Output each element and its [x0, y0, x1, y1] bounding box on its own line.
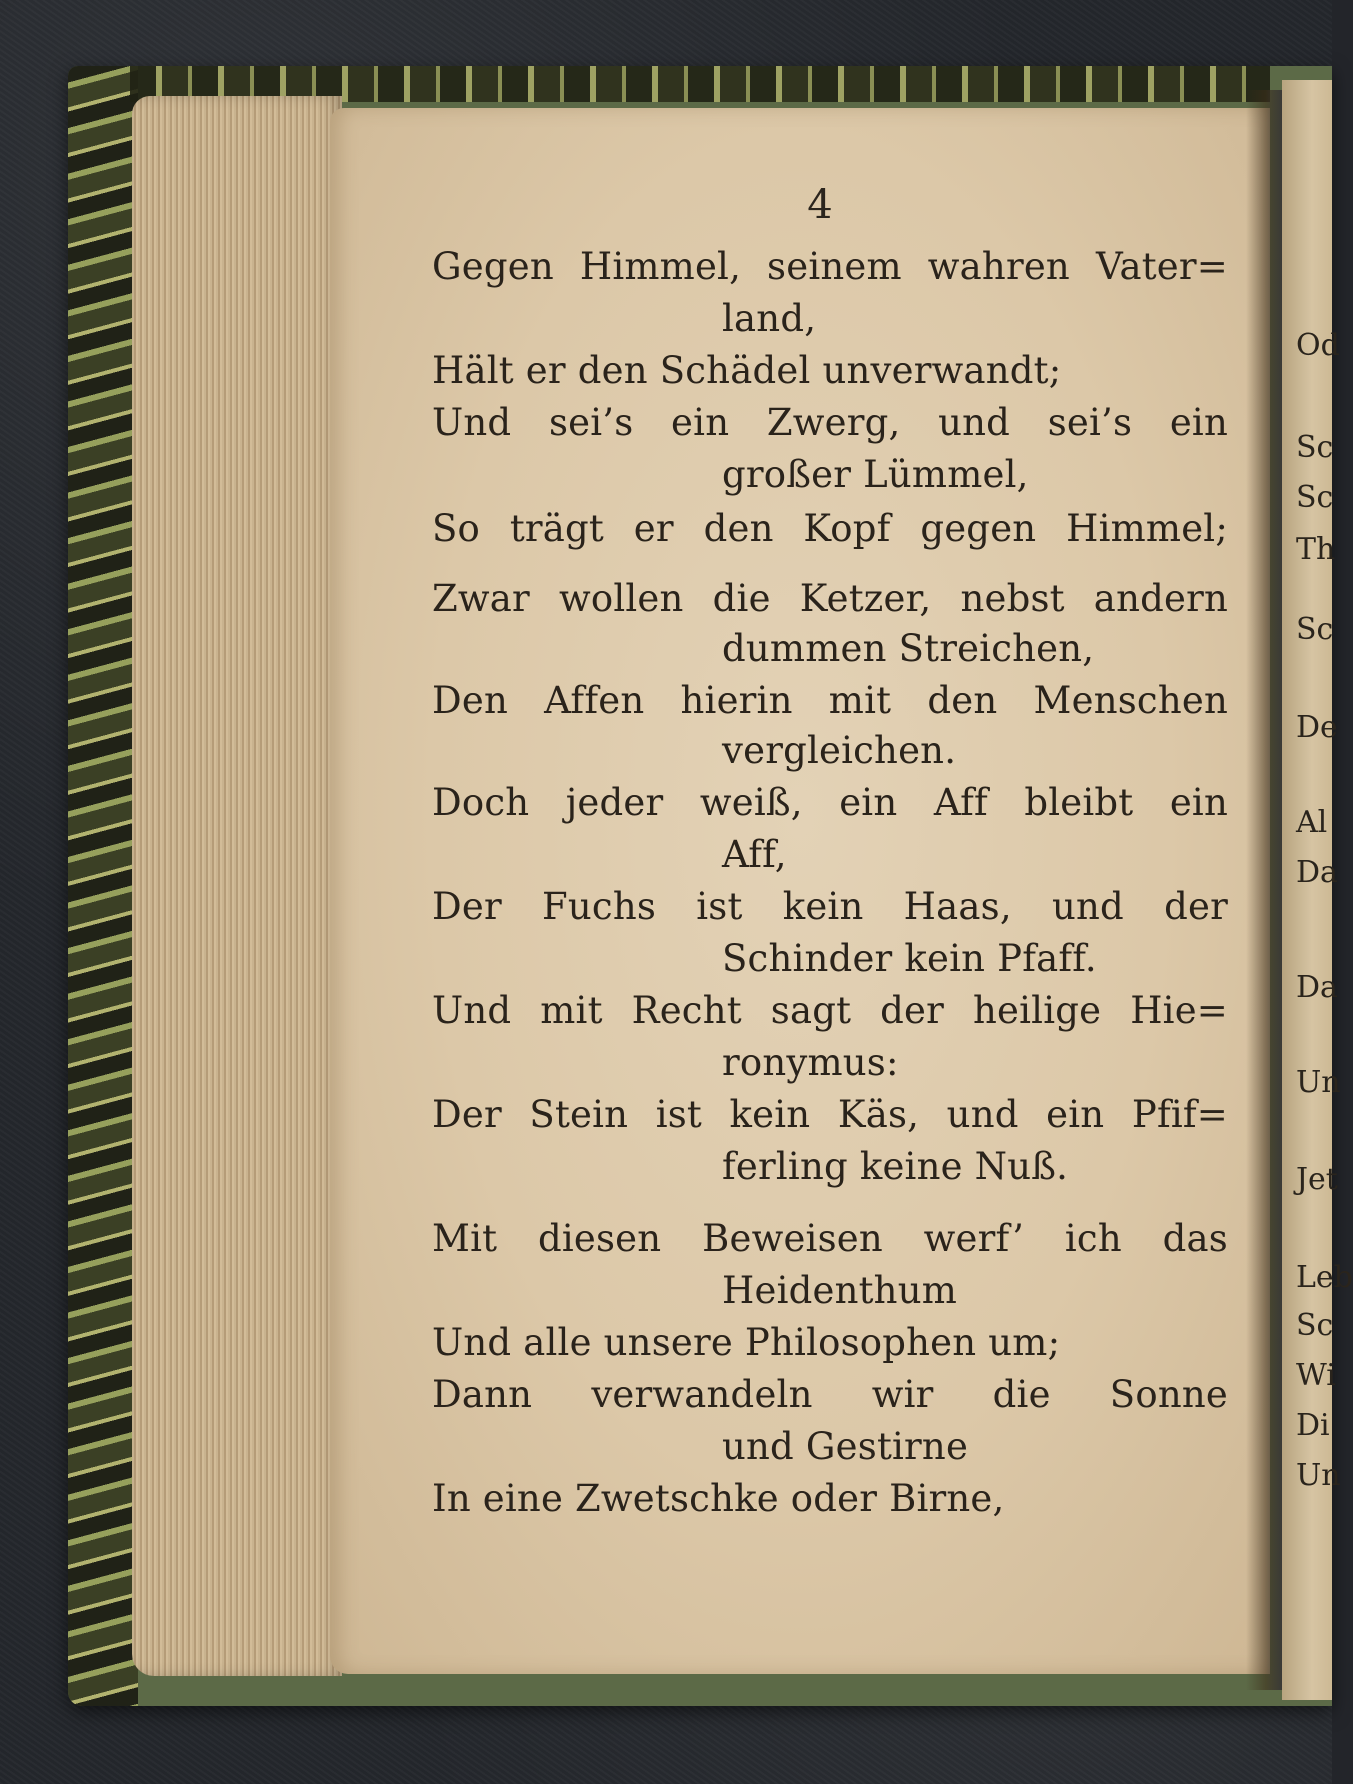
verse-line: vergleichen. [722, 729, 957, 772]
opposite-fragment: De [1296, 710, 1338, 745]
verse-line: großer Lümmel, [722, 453, 1029, 496]
opposite-fragment: Leb [1296, 1260, 1353, 1295]
opposite-fragment: Un [1296, 1065, 1341, 1100]
opposite-fragment: Wi [1296, 1358, 1336, 1393]
page-number: 4 [807, 182, 833, 228]
verse-line: Den Affen hierin mit den Menschen [432, 679, 1228, 722]
opposite-fragment: Da [1296, 970, 1338, 1005]
verse-line: Und mit Recht sagt der heilige Hie= [432, 989, 1228, 1032]
verse-line: Der Stein ist kein Käs, und ein Pfif= [432, 1093, 1228, 1136]
opposite-fragment: Sc [1296, 612, 1334, 647]
verse-line: ronymus: [722, 1041, 899, 1084]
verse-line: Dann verwandeln wir die Sonne [432, 1373, 1228, 1416]
verse-line: und Gestirne [722, 1425, 969, 1468]
opposite-page [1282, 80, 1353, 1700]
opposite-fragment: Di [1296, 1408, 1330, 1443]
verse-line: Hält er den Schädel unverwandt; [432, 349, 1062, 392]
verse-line: Und alle unsere Philosophen um; [432, 1321, 1061, 1364]
verse-line: Doch jeder weiß, ein Aff bleibt ein [432, 781, 1228, 824]
verse-line: So trägt er den Kopf gegen Himmel; [432, 507, 1228, 550]
verse-line: Mit diesen Beweisen werf’ ich das [432, 1217, 1228, 1260]
verse-line: Der Fuchs ist kein Haas, und der [432, 885, 1228, 928]
opposite-fragment: Th [1296, 532, 1336, 567]
opposite-fragment: Un [1296, 1458, 1341, 1493]
binding-gutter [1246, 90, 1282, 1690]
verse-line: Und sei’s ein Zwerg, und sei’s ein [432, 401, 1228, 444]
verse-line: Zwar wollen die Ketzer, nebst andern [432, 577, 1228, 620]
opposite-fragment: Sc [1296, 430, 1334, 465]
opposite-fragment: Sc [1296, 1308, 1334, 1343]
page-block-edge [132, 96, 342, 1676]
cover-edge-pattern [68, 66, 138, 1706]
verse-line: Schinder kein Pfaff. [722, 937, 1097, 980]
opposite-fragment: Jet [1296, 1162, 1338, 1197]
verse-line: ferling keine Nuß. [722, 1145, 1069, 1188]
opposite-fragment: Da [1296, 855, 1338, 890]
verse-line: dummen Streichen, [722, 627, 1095, 670]
verse-line: land, [722, 297, 817, 340]
verse-line: Heidenthum [722, 1269, 958, 1312]
opposite-fragment: Sc [1296, 480, 1334, 515]
verse-line: In eine Zwetschke oder Birne, [432, 1477, 1005, 1520]
verse-line: Aff, [722, 833, 787, 876]
opposite-fragment: Al [1296, 805, 1328, 840]
opposite-fragment: Od [1296, 328, 1340, 363]
verse-line: Gegen Himmel, seinem wahren Vater= [432, 245, 1228, 288]
